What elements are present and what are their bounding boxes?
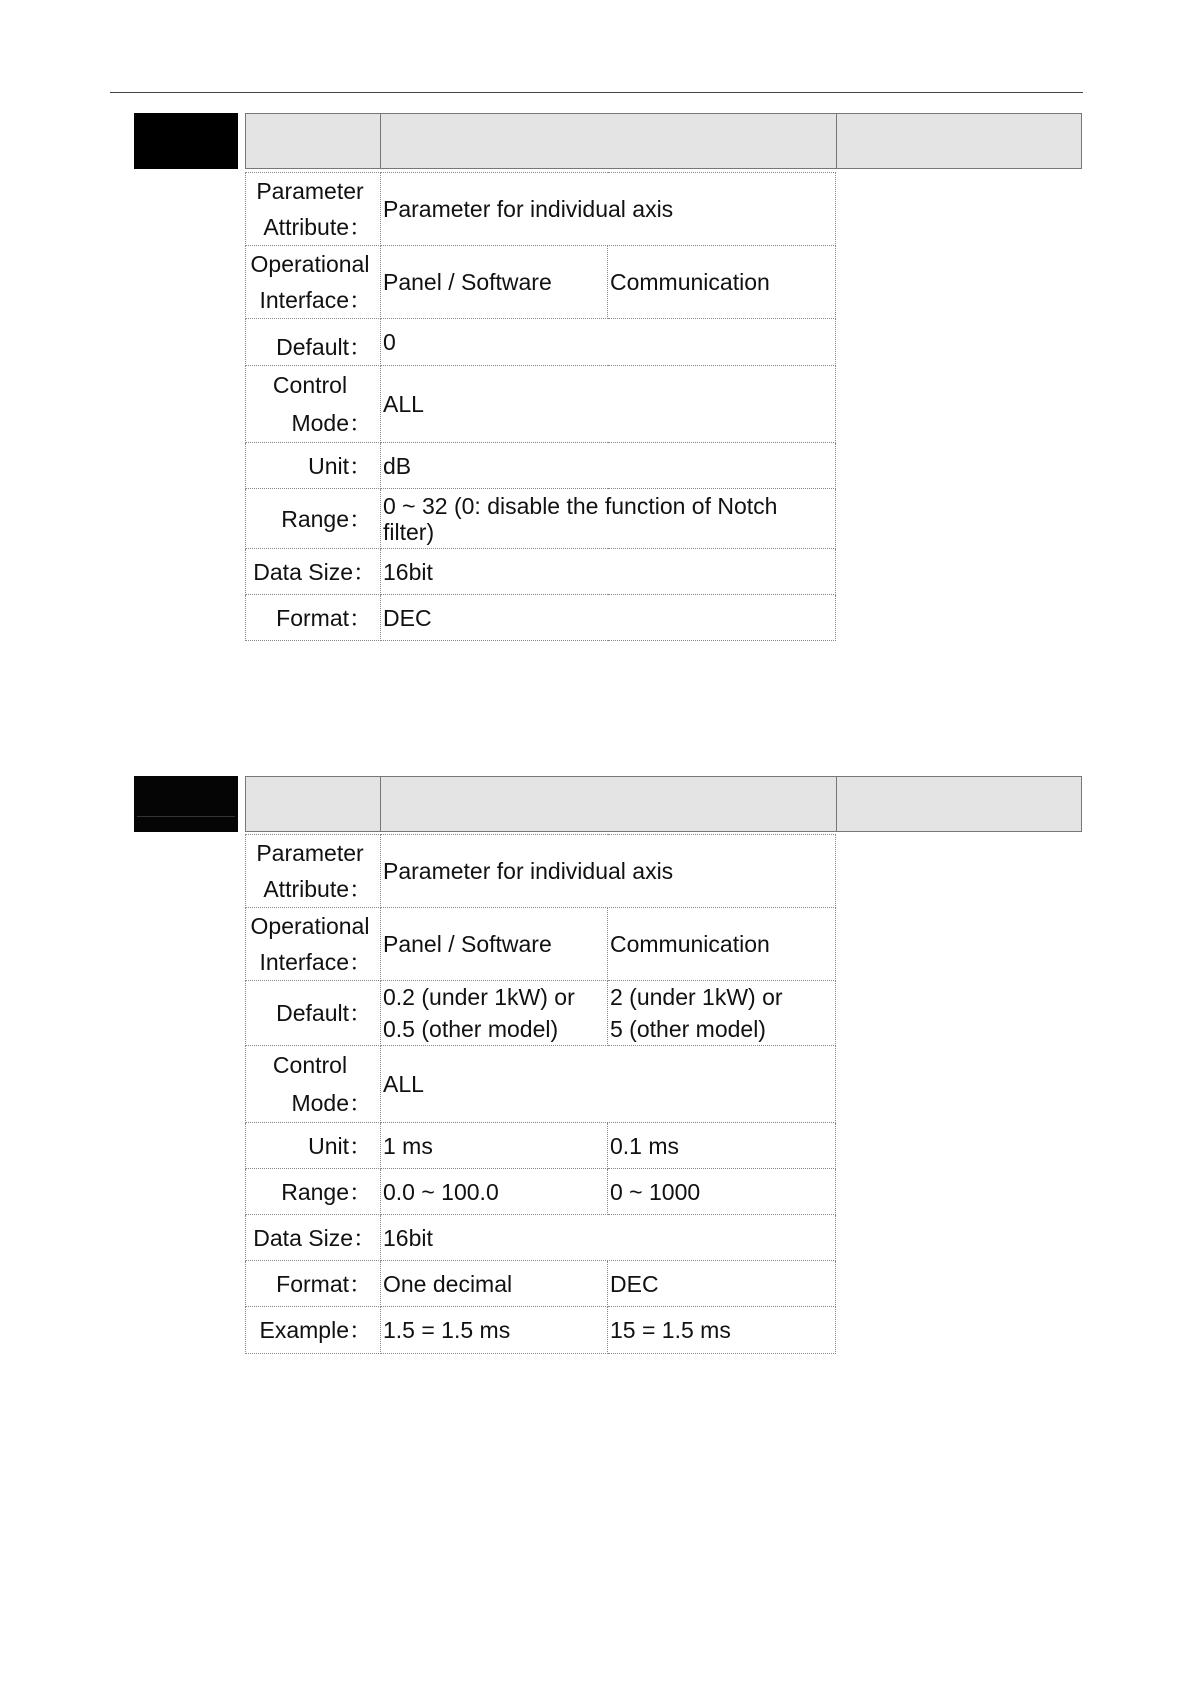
default-row	[246, 319, 836, 366]
example-row	[246, 1307, 836, 1354]
range-value: 0 ~ 32 (0: disable the function of Notch filter)	[381, 489, 836, 549]
range-row	[246, 489, 836, 549]
format-row	[246, 1261, 836, 1307]
default-communication: 2 (under 1kW) or 5 (other model)	[608, 981, 836, 1046]
data-size-value: 16bit	[381, 549, 836, 595]
default-row	[246, 981, 836, 1046]
range-row	[246, 1169, 836, 1215]
attribute-label: Parameter Attribute：	[246, 173, 381, 246]
interface-panel: Panel / Software	[381, 908, 608, 981]
range-label: Range：	[246, 1169, 381, 1215]
interface-row	[246, 908, 836, 981]
data-size-row	[246, 549, 836, 595]
control-mode-row	[246, 366, 836, 443]
unit-value: dB	[381, 443, 836, 489]
interface-label: Operational Interface：	[246, 908, 381, 981]
format-row	[246, 595, 836, 641]
unit-communication: 0.1 ms	[608, 1123, 836, 1169]
top-rule	[110, 92, 1083, 93]
default-value: 0	[381, 319, 836, 366]
parameter-header-bar	[245, 113, 1082, 169]
format-label: Format：	[246, 595, 381, 641]
range-panel: 0.0 ~ 100.0	[381, 1169, 608, 1215]
data-size-label: Data Size：	[246, 1215, 381, 1261]
parameter-table	[245, 834, 836, 1354]
data-size-value: 16bit	[381, 1215, 836, 1261]
unit-label: Unit：	[246, 1123, 381, 1169]
interface-row	[246, 246, 836, 319]
interface-label: Operational Interface：	[246, 246, 381, 319]
parameter-header-bar	[245, 776, 1082, 832]
control-mode-value: ALL	[381, 366, 836, 443]
parameter-table	[245, 172, 836, 641]
attribute-label: Parameter Attribute：	[246, 835, 381, 908]
default-label: Default：	[246, 319, 381, 366]
format-communication: DEC	[608, 1261, 836, 1307]
data-size-row	[246, 1215, 836, 1261]
range-label: Range：	[246, 489, 381, 549]
default-panel: 0.2 (under 1kW) or 0.5 (other model)	[381, 981, 608, 1046]
attribute-value: Parameter for individual axis	[381, 835, 836, 908]
format-value: DEC	[381, 595, 836, 641]
example-panel: 1.5 = 1.5 ms	[381, 1307, 608, 1354]
control-mode-label: Control Mode：	[246, 1046, 381, 1123]
parameter-id-box	[134, 776, 238, 832]
attribute-value: Parameter for individual axis	[381, 173, 836, 246]
range-communication: 0 ~ 1000	[608, 1169, 836, 1215]
attribute-row	[246, 835, 836, 908]
default-label: Default：	[246, 981, 381, 1046]
interface-panel: Panel / Software	[381, 246, 608, 319]
attribute-row	[246, 173, 836, 246]
example-label: Example：	[246, 1307, 381, 1354]
format-label: Format：	[246, 1261, 381, 1307]
interface-communication: Communication	[608, 908, 836, 981]
format-panel: One decimal	[381, 1261, 608, 1307]
control-mode-label: Control Mode：	[246, 366, 381, 443]
unit-label: Unit：	[246, 443, 381, 489]
unit-row	[246, 1123, 836, 1169]
example-communication: 15 = 1.5 ms	[608, 1307, 836, 1354]
control-mode-value: ALL	[381, 1046, 836, 1123]
data-size-label: Data Size：	[246, 549, 381, 595]
interface-communication: Communication	[608, 246, 836, 319]
control-mode-row	[246, 1046, 836, 1123]
unit-panel: 1 ms	[381, 1123, 608, 1169]
unit-row	[246, 443, 836, 489]
parameter-id-box	[134, 113, 238, 169]
